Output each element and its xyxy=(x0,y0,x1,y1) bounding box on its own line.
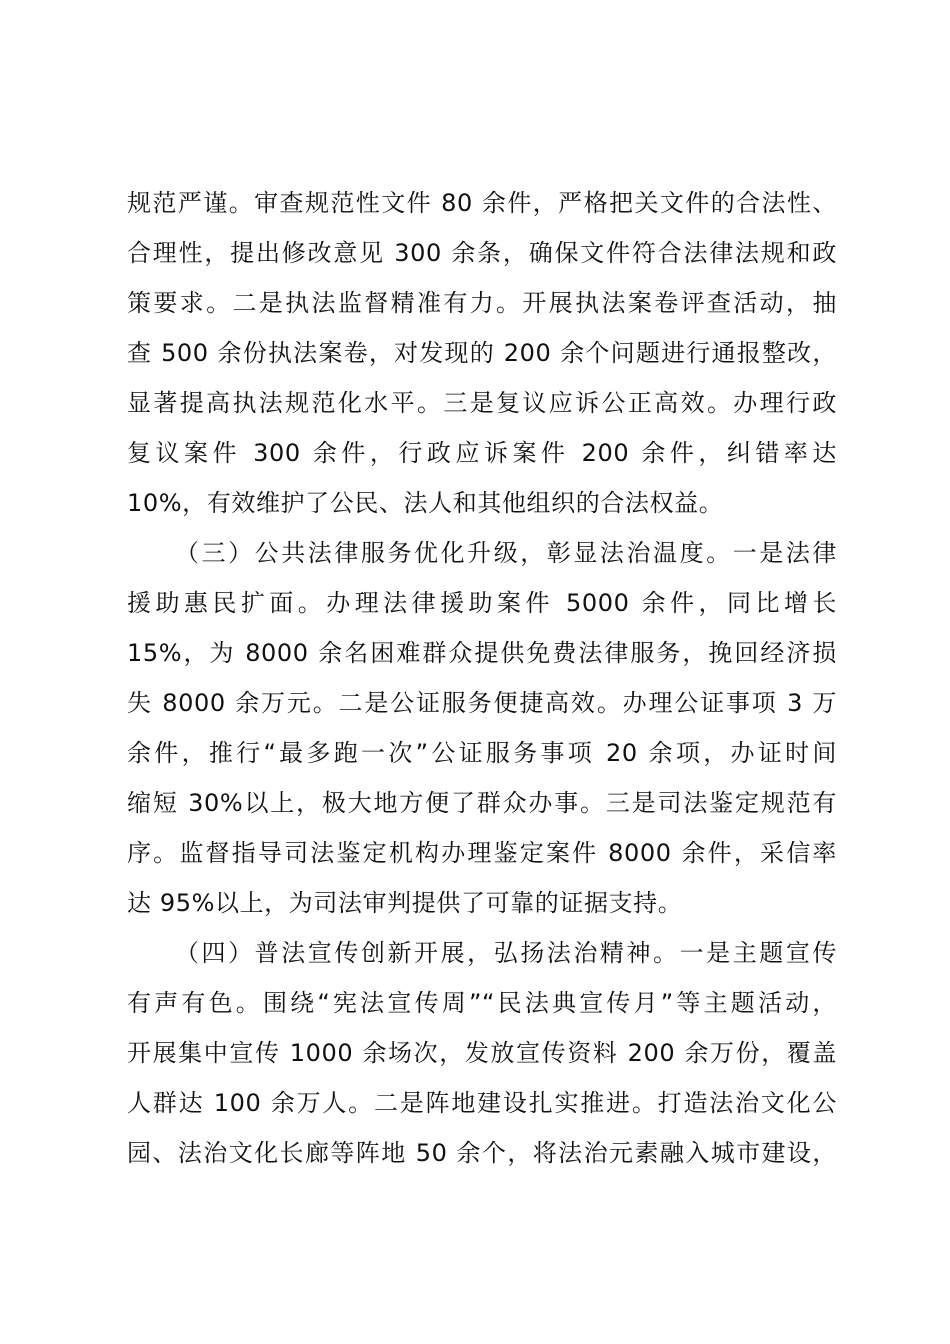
text-line: 10%，有效维护了公民、法人和其他组织的合法权益。 xyxy=(127,489,724,517)
text-line: 失 8000 余万元。二是公证服务便捷高效。办理公证事项 3 万 xyxy=(127,689,837,717)
text-line: 查 500 余份执法案卷，对发现的 200 余个问题进行通报整改， xyxy=(127,339,837,367)
text-line: 合理性，提出修改意见 300 余条，确保文件符合法律法规和政 xyxy=(127,239,837,267)
section-heading-4: （四）普法宣传创新开展，弘扬法治精神。一是主题宣传 xyxy=(175,939,837,967)
text-line: 规范严谨。审查规范性文件 80 余件，严格把关文件的合法性、 xyxy=(127,189,837,217)
section-heading-3: （三）公共法律服务优化升级，彰显法治温度。一是法律 xyxy=(175,539,837,567)
text-line: 显著提高执法规范化水平。三是复议应诉公正高效。办理行政 xyxy=(127,389,837,417)
text-line: 开展集中宣传 1000 余场次，发放宣传资料 200 余万份，覆盖 xyxy=(127,1039,837,1067)
text-line: 园、法治文化长廊等阵地 50 余个，将法治元素融入城市建设， xyxy=(127,1139,837,1167)
text-line: 15%，为 8000 余名困难群众提供免费法律服务，挽回经济损 xyxy=(127,639,837,667)
text-line: 缩短 30%以上，极大地方便了群众办事。三是司法鉴定规范有 xyxy=(127,789,837,817)
text-line: 援助惠民扩面。办理法律援助案件 5000 余件，同比增长 xyxy=(127,589,837,617)
text-line: 复议案件 300 余件，行政应诉案件 200 余件，纠错率达 xyxy=(127,439,837,467)
text-line: 人群达 100 余万人。二是阵地建设扎实推进。打造法治文化公 xyxy=(127,1089,837,1117)
text-line: 达 95%以上，为司法审判提供了可靠的证据支持。 xyxy=(127,889,683,917)
text-line: 序。监督指导司法鉴定机构办理鉴定案件 8000 余件，采信率 xyxy=(127,839,837,867)
text-line: 余件，推行“最多跑一次”公证服务事项 20 余项，办证时间 xyxy=(127,739,837,767)
text-line: 策要求。二是执法监督精准有力。开展执法案卷评查活动，抽 xyxy=(127,289,837,317)
body-text xyxy=(127,178,837,1178)
text-line: 有声有色。围绕“宪法宣传周”“民法典宣传月”等主题活动， xyxy=(127,989,837,1017)
